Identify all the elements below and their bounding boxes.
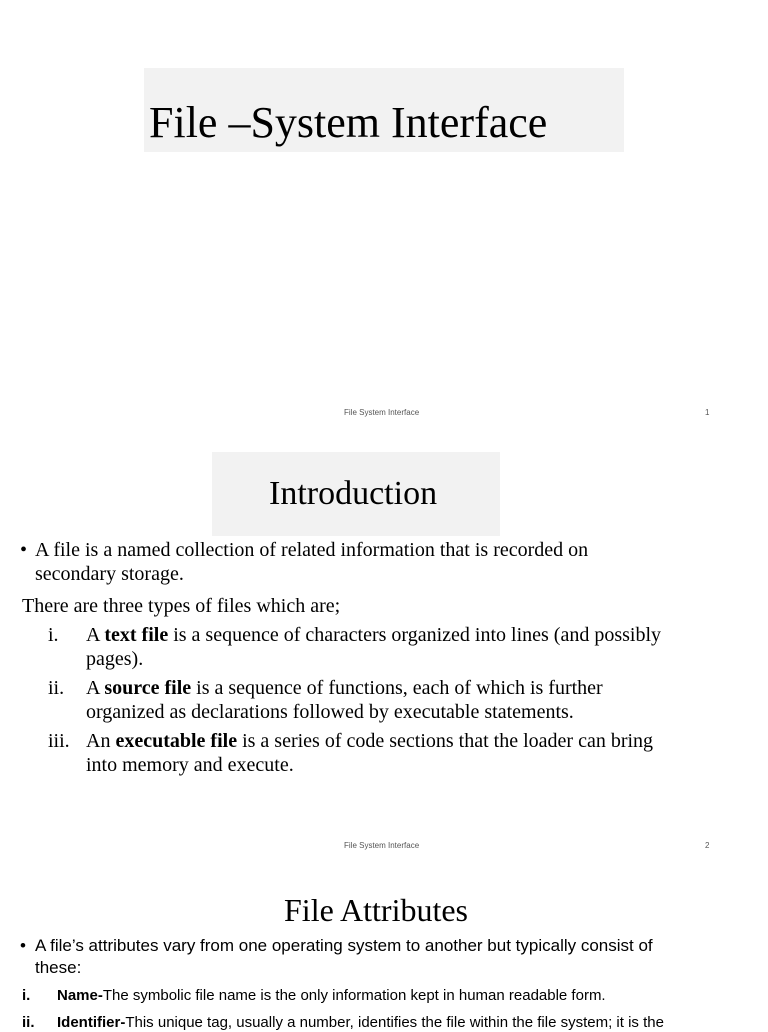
attribute-number: i. — [22, 987, 31, 1004]
slide-footer-text: File System Interface — [344, 841, 420, 850]
bullet-text-line2: these: — [35, 958, 82, 977]
slide-3 — [0, 864, 768, 1031]
bullet-text-line2: secondary storage. — [35, 563, 184, 585]
slide-footer-text: File System Interface — [344, 408, 420, 417]
slide-title: File Attributes — [284, 892, 468, 928]
attribute-name: Name- — [57, 987, 103, 1004]
bullet-item — [20, 935, 750, 979]
list-item-post: is a sequence of characters organized into lines (and possibly — [168, 624, 662, 646]
bullet-icon: • — [20, 936, 26, 955]
list-item-post: is a sequence of functions, each of which is further — [191, 677, 603, 699]
list-item — [48, 623, 748, 671]
intro-line: There are three types of files which are; — [22, 595, 341, 617]
slide-2 — [0, 432, 768, 864]
list-item-number: i. — [48, 624, 59, 646]
list-item-post: is a series of code sections that the loader can bring — [237, 730, 654, 752]
list-item-line2: into memory and execute. — [86, 754, 294, 776]
list-item-term: source file — [104, 677, 192, 699]
list-item-line2: pages). — [86, 648, 144, 670]
attribute-name: Identifier- — [57, 1014, 126, 1031]
attribute-description: This unique tag, usually a number, identifies the file within the file system; it is the — [125, 1014, 664, 1031]
slide-page-number: 2 — [705, 841, 710, 850]
bullet-text-line1: A file is a named collection of related information that is recorded on — [35, 539, 589, 561]
bullet-text-line1: A file’s attributes vary from one operating system to another but typically consist of — [35, 936, 653, 955]
list-item — [48, 676, 748, 724]
bullet-icon: • — [20, 539, 28, 561]
list-item-term: text file — [104, 624, 169, 646]
list-item-term: executable file — [115, 730, 238, 752]
list-item-number: iii. — [48, 730, 70, 752]
attribute-number: ii. — [22, 1014, 35, 1031]
slide-title: Introduction — [269, 475, 438, 512]
bullet-item — [20, 538, 750, 586]
list-item — [48, 729, 748, 777]
slide-page-number: 1 — [705, 408, 710, 417]
list-item-pre: A — [86, 677, 105, 699]
attribute-description: The symbolic file name is the only information kept in human readable form. — [102, 987, 606, 1004]
list-item-pre: A — [86, 624, 105, 646]
slide-title: File –System Interface — [149, 98, 548, 147]
list-item-pre: An — [86, 730, 116, 752]
slide-1 — [0, 0, 768, 432]
list-item-line2: organized as declarations followed by executable statements. — [86, 701, 574, 723]
list-item-number: ii. — [48, 677, 65, 699]
